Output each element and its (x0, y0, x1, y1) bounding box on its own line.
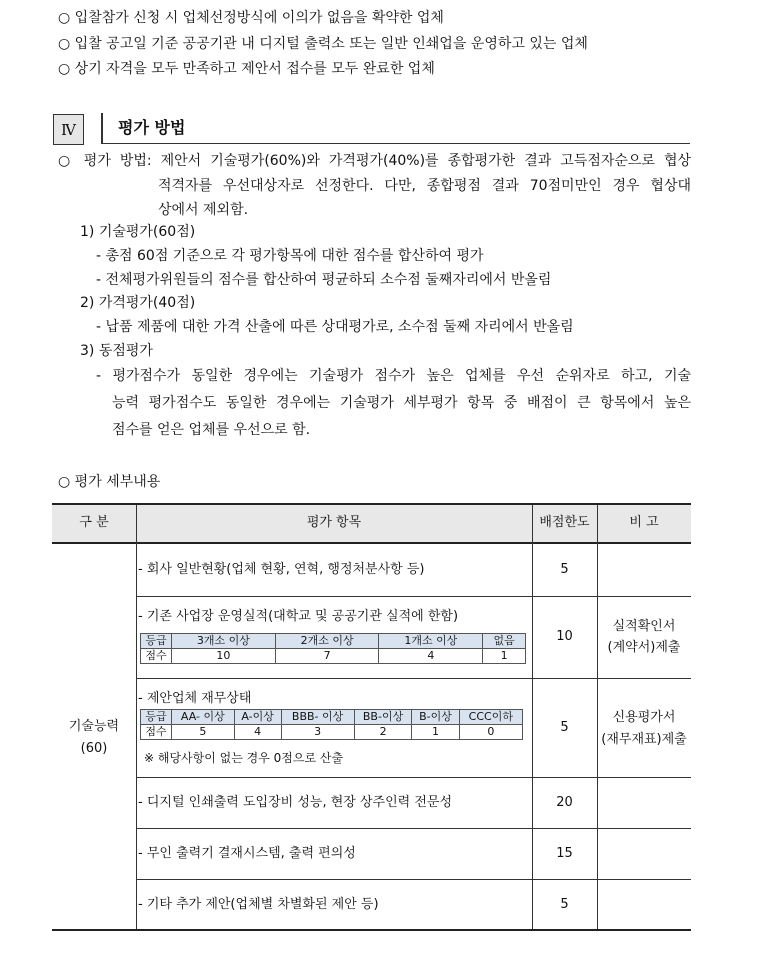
record-score-1plus: 4 (379, 649, 483, 664)
section-title: 평가 방법 (118, 118, 186, 137)
finance-header-a: A-이상 (234, 710, 281, 725)
finance-header-aa: AA- 이상 (172, 710, 235, 725)
row-4-item: - 디지털 인쇄출력 도입장비 성능, 현장 상주인력 전문성 (138, 795, 453, 810)
detail-title: ○ 평가 세부내용 (58, 474, 161, 490)
record-header-none: 없음 (483, 634, 526, 649)
intro-line-1: ○ 입찰참가 신청 시 업체선정방식에 이의가 없음을 확약한 업체 (58, 10, 444, 26)
finance-score-b: 1 (412, 725, 459, 740)
section-number: Ⅳ (61, 120, 76, 139)
method-line-2: 적격자를 우선대상자로 선정한다. 다만, 종합평점 결과 70점미만인 경우 협상대 (158, 178, 691, 194)
record-header-3plus: 3개소 이상 (172, 634, 276, 649)
row-5-score: 15 (556, 846, 573, 861)
row-2-score: 10 (556, 629, 573, 644)
row-1-item: - 회사 일반현황(업체 현황, 연혁, 행정처분사항 등) (138, 562, 425, 577)
method-line-1: ○ 평가 방법: 제안서 기술평가(60%)와 가격평가(40%)를 종합평가한 결과 고득점자순으로 협상 (58, 153, 691, 169)
record-score-3plus: 10 (172, 649, 276, 664)
section-number-box (53, 114, 84, 145)
row-6-item: - 기타 추가 제안(업체별 차별화된 제안 등) (138, 897, 379, 912)
record-header-2plus: 2개소 이상 (275, 634, 379, 649)
finance-header-bb: BB-이상 (354, 710, 412, 725)
method-line-3: 상에서 제외함. (158, 202, 249, 218)
tech-eval-title: 1) 기술평가(60점) (80, 224, 196, 240)
row-2-note-2: (계약서)제출 (607, 640, 681, 655)
record-score-table (140, 633, 526, 664)
finance-score-label: 점수 (141, 725, 172, 740)
row-3-score: 5 (560, 720, 569, 735)
section-underline (103, 143, 690, 144)
tech-eval-bullet-1: - 총점 60점 기준으로 각 평가항목에 대한 점수를 합산하여 평가 (96, 248, 484, 264)
finance-note: ※ 해당사항이 없는 경우 0점으로 산출 (144, 751, 344, 765)
category-points: (60) (80, 741, 108, 756)
table-bottom-border (52, 929, 691, 931)
record-score-2plus: 7 (275, 649, 379, 664)
row-2-item: - 기존 사업장 운영실적(대학교 및 공공기관 실적에 한함) (138, 609, 459, 624)
record-score-label: 점수 (141, 649, 172, 664)
row-divider-3 (136, 777, 691, 778)
price-eval-title: 2) 가격평가(40점) (80, 295, 196, 311)
row-divider-2 (136, 678, 691, 679)
header-category: 구 분 (79, 515, 109, 530)
row-3-item: - 제안업체 재무상태 (138, 691, 252, 706)
header-score-limit: 배점한도 (539, 515, 590, 530)
finance-header-ccc: CCC이하 (459, 710, 522, 725)
row-2-note-1: 실적확인서 (612, 619, 676, 634)
record-header-grade: 등급 (141, 634, 172, 649)
category-label: 기술능력 (68, 719, 120, 734)
header-item: 평가 항목 (306, 515, 362, 530)
finance-score-bbb: 3 (281, 725, 354, 740)
intro-line-2: ○ 입찰 공고일 기준 공공기관 내 디지털 출력소 또는 일반 인쇄업을 운영하고 있는 업체 (58, 36, 588, 52)
row-divider-4 (136, 828, 691, 829)
finance-header-bbb: BBB- 이상 (281, 710, 354, 725)
row-divider-5 (136, 879, 691, 880)
tech-eval-bullet-2: - 전체평가위원들의 점수를 합산하여 평균하되 소수점 둘째자리에서 반올림 (96, 272, 552, 288)
finance-header-b: B-이상 (412, 710, 459, 725)
record-score-none: 1 (483, 649, 526, 664)
finance-score-a: 4 (234, 725, 281, 740)
tie-eval-line-2: 능력 평가점수도 동일한 경우에는 기술평가 세부평가 항목 중 배점이 큰 항목에서 높은 (112, 395, 691, 411)
finance-score-table (140, 709, 523, 740)
row-5-item: - 무인 출력기 결재시스템, 출력 편의성 (138, 846, 356, 861)
header-note: 비 고 (629, 515, 659, 530)
record-header-1plus: 1개소 이상 (379, 634, 483, 649)
finance-score-aa: 5 (172, 725, 235, 740)
row-1-score: 5 (560, 562, 569, 577)
evaluation-table (52, 503, 691, 931)
row-4-score: 20 (556, 795, 573, 810)
intro-line-3: ○ 상기 자격을 모두 만족하고 제안서 접수를 모두 완료한 업체 (58, 61, 435, 77)
section-divider (101, 113, 103, 144)
tie-eval-title: 3) 동점평가 (80, 343, 153, 359)
tie-eval-line-3: 점수를 얻은 업체를 우선으로 함. (112, 422, 311, 438)
finance-score-ccc: 0 (459, 725, 522, 740)
row-6-score: 5 (560, 897, 569, 912)
finance-header-grade: 등급 (141, 710, 172, 725)
row-3-note-2: (재무재표)제출 (601, 732, 687, 747)
col-divider-1 (136, 505, 137, 929)
row-3-note-1: 신용평가서 (612, 710, 676, 725)
header-bottom-border (52, 542, 691, 544)
row-divider-1 (136, 596, 691, 597)
table-top-border (52, 503, 691, 505)
tie-eval-line-1: - 평가점수가 동일한 경우에는 기술평가 점수가 높은 업체를 우선 순위자로 하고, 기술 (96, 368, 691, 384)
price-eval-bullet-1: - 납품 제품에 대한 가격 산출에 따른 상대평가로, 소수점 둘째 자리에서 반올림 (96, 319, 574, 335)
finance-score-bb: 2 (354, 725, 412, 740)
